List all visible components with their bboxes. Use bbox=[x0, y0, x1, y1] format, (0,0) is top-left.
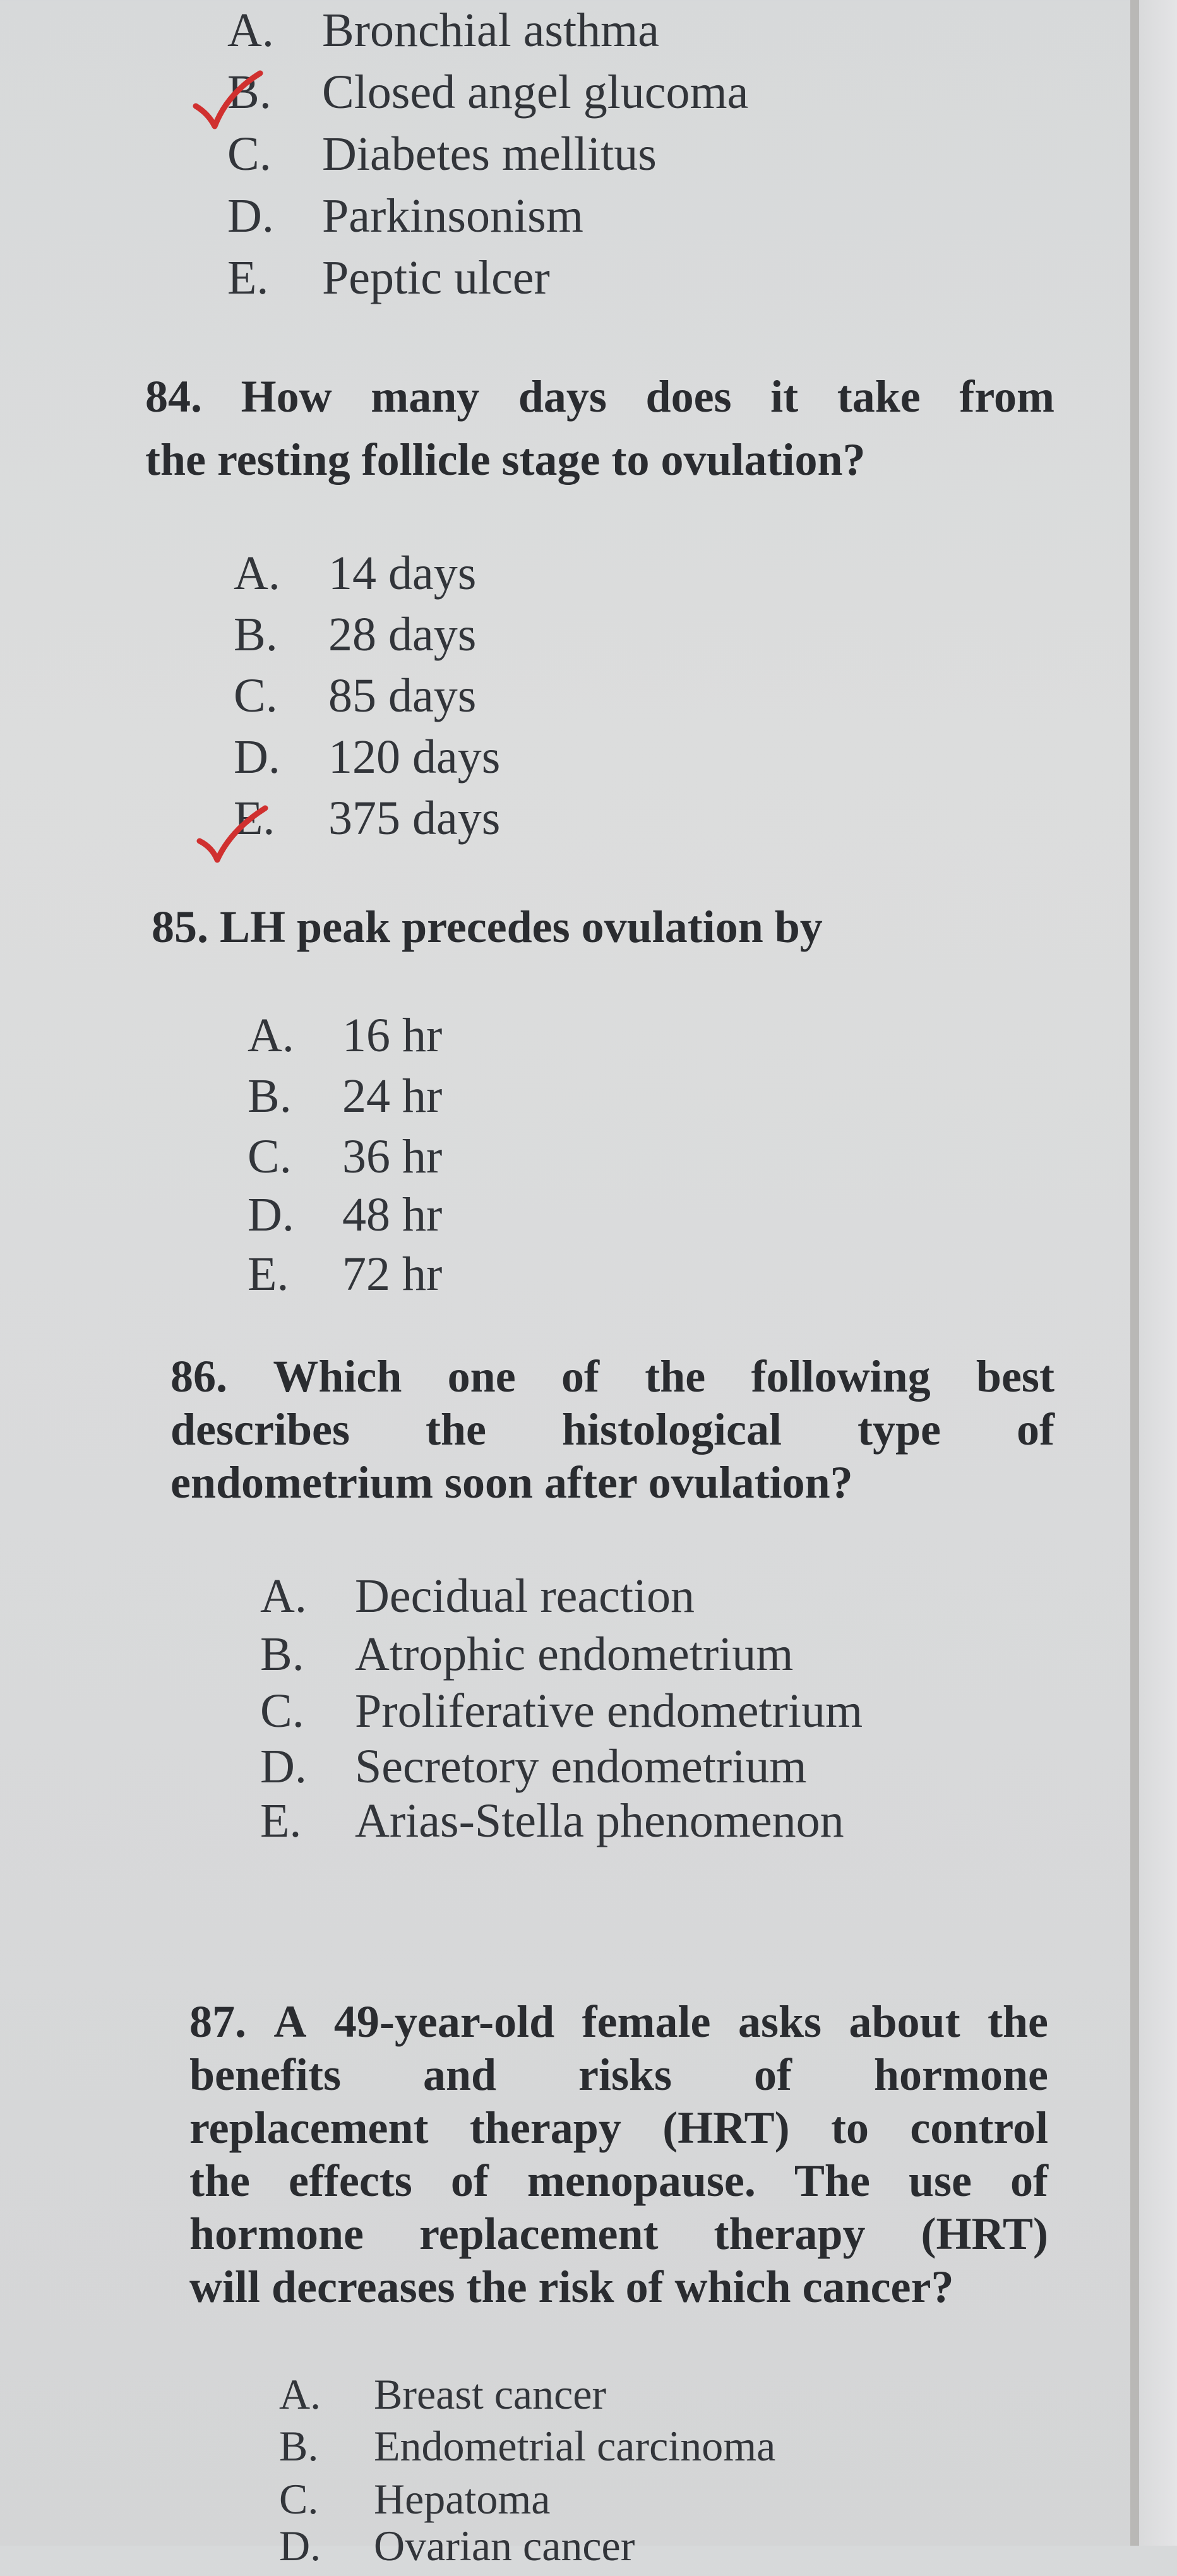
q86-option-a: A. Decidual reaction bbox=[260, 1570, 695, 1623]
q86-option-e: E. Arias-Stella phenomenon bbox=[260, 1794, 844, 1847]
q87-option-a: A. Breast cancer bbox=[279, 2370, 607, 2418]
q85-option-a: A. 16 hr bbox=[248, 1009, 443, 1062]
q85-option-b: B. 24 hr bbox=[248, 1070, 443, 1123]
question-86 bbox=[170, 1350, 1055, 1509]
q86-option-c: C. Proliferative endometrium bbox=[260, 1685, 863, 1738]
table-border bbox=[1130, 0, 1139, 2546]
q87-option-c: C. Hepatoma bbox=[279, 2475, 551, 2523]
question-87-line-3: replacement therapy (HRT) to control bbox=[189, 2102, 1048, 2153]
q87-option-d: D. Ovarian cancer bbox=[279, 2522, 635, 2570]
prev-option-d: D. Parkinsonism bbox=[227, 189, 583, 242]
q84-option-e: E. 375 days bbox=[234, 792, 501, 845]
q85-option-d: D. 48 hr bbox=[248, 1188, 443, 1241]
q85-option-e: E. 72 hr bbox=[248, 1248, 443, 1301]
prev-option-a: A. Bronchial asthma bbox=[227, 4, 659, 57]
question-84 bbox=[145, 370, 1055, 486]
q85-option-c: C. 36 hr bbox=[248, 1130, 443, 1183]
q84-option-c: C. 85 days bbox=[234, 669, 477, 722]
q86-option-d: D. Secretory endometrium bbox=[260, 1740, 807, 1793]
prev-option-b: B. Closed angel glucoma bbox=[227, 66, 749, 119]
question-85: 85. LH peak precedes ovulation by bbox=[152, 902, 823, 952]
check-mark-icon bbox=[189, 68, 265, 131]
prev-option-c: C. Diabetes mellitus bbox=[227, 128, 657, 181]
question-87-line-4: the effects of menopause. The use of bbox=[189, 2156, 1048, 2206]
page-edge bbox=[1139, 0, 1177, 2546]
prev-option-e: E. Peptic ulcer bbox=[227, 251, 550, 304]
question-87-line-2: benefits and risks of hormone bbox=[189, 2049, 1048, 2100]
question-87-line-6: will decreases the risk of which cancer? bbox=[189, 2262, 954, 2312]
question-86-line-2: describes the histological type of bbox=[170, 1404, 1055, 1455]
q86-option-b: B. Atrophic endometrium bbox=[260, 1628, 794, 1681]
question-84-line-2: the resting follicle stage to ovulation? bbox=[145, 434, 866, 485]
q84-option-a: A. 14 days bbox=[234, 547, 477, 600]
question-86-line-1: 86. Which one of the following best bbox=[170, 1351, 1055, 1402]
question-84-line-1: 84. How many days does it take from bbox=[145, 371, 1055, 422]
q84-option-d: D. 120 days bbox=[234, 730, 501, 784]
question-87-line-5: hormone replacement therapy (HRT) bbox=[189, 2209, 1048, 2259]
question-86-line-3: endometrium soon after ovulation? bbox=[170, 1457, 853, 1508]
check-mark-icon bbox=[194, 802, 270, 865]
q87-option-b: B. Endometrial carcinoma bbox=[279, 2422, 776, 2470]
question-87-line-1: 87. A 49-year-old female asks about the bbox=[189, 1996, 1048, 2047]
question-87 bbox=[189, 1995, 1048, 2313]
q84-option-b: B. 28 days bbox=[234, 608, 477, 661]
